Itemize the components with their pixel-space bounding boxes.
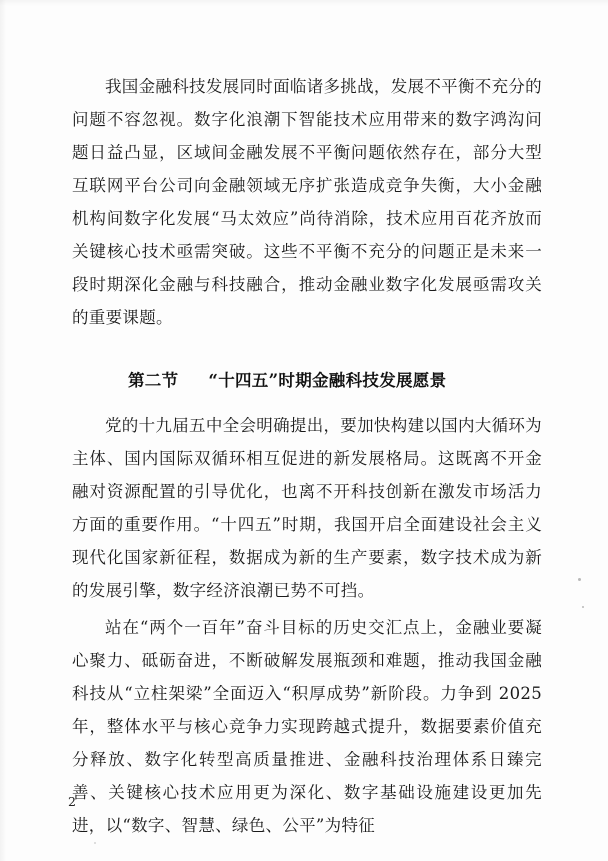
paragraph-vision-2025: 站在“两个一百年”奋斗目标的历史交汇点上，金融业要凝心聚力、砥砺奋进，不断破解发展瓶颈和难题，推动我国金融科技从“立柱架梁”全面迈入“积厚成势”新阶段。力争到 2025 年，整体水平与核心竞争力实现跨越式提升，数据要素价值充分释放、数字化转型高质量推进、金融科技治理体系日臻完善、关键核心技术应用更为深化、数字基础设施建设更加先进，以“数字、智慧、绿色、公平”为特征 — [72, 618, 542, 835]
paragraph-challenges: 我国金融科技发展同时面临诸多挑战，发展不平衡不充分的问题不容忽视。数字化浪潮下智能技术应用带来的数字鸿沟问题日益凸显，区域间金融发展不平衡问题依然存在，部分大型互联网平台公司向金融领域无序扩张造成竞争失衡，大小金融机构间数字化发展“马太效应”尚待消除，技术应用百花齐放而关键核心技术亟需突破。这些不平衡不充分的问题正是未来一段时期深化金融与科技融合，推动金融业数字化发展亟需攻关的重要课题。 — [72, 77, 542, 327]
scan-speck — [578, 578, 581, 581]
page-edge-shadow-left — [0, 0, 6, 861]
page-edge-shadow-top — [0, 0, 608, 6]
page-number: 2 — [68, 794, 76, 809]
paragraph-new-pattern: 党的十九届五中全会明确提出，要加快构建以国内大循环为主体、国内国际双循环相互促进的新发展格局。这既离不开金融对资源配置的引导优化，也离不开科技创新在激发市场活力方面的重要作用。“十四五”时期，我国开启全面建设社会主义现代化国家新征程，数据成为新的生产要素，数字技术成为新的发展引擎，数字经济浪潮已势不可挡。 — [72, 416, 542, 600]
paragraph-spacer — [72, 338, 542, 350]
scan-speck — [94, 842, 96, 844]
section-heading-label: 第二节 — [128, 371, 179, 390]
section-heading-title: “十四五”时期金融科技发展愿景 — [208, 371, 447, 390]
scan-speck — [582, 606, 584, 608]
section-heading — [72, 364, 542, 397]
